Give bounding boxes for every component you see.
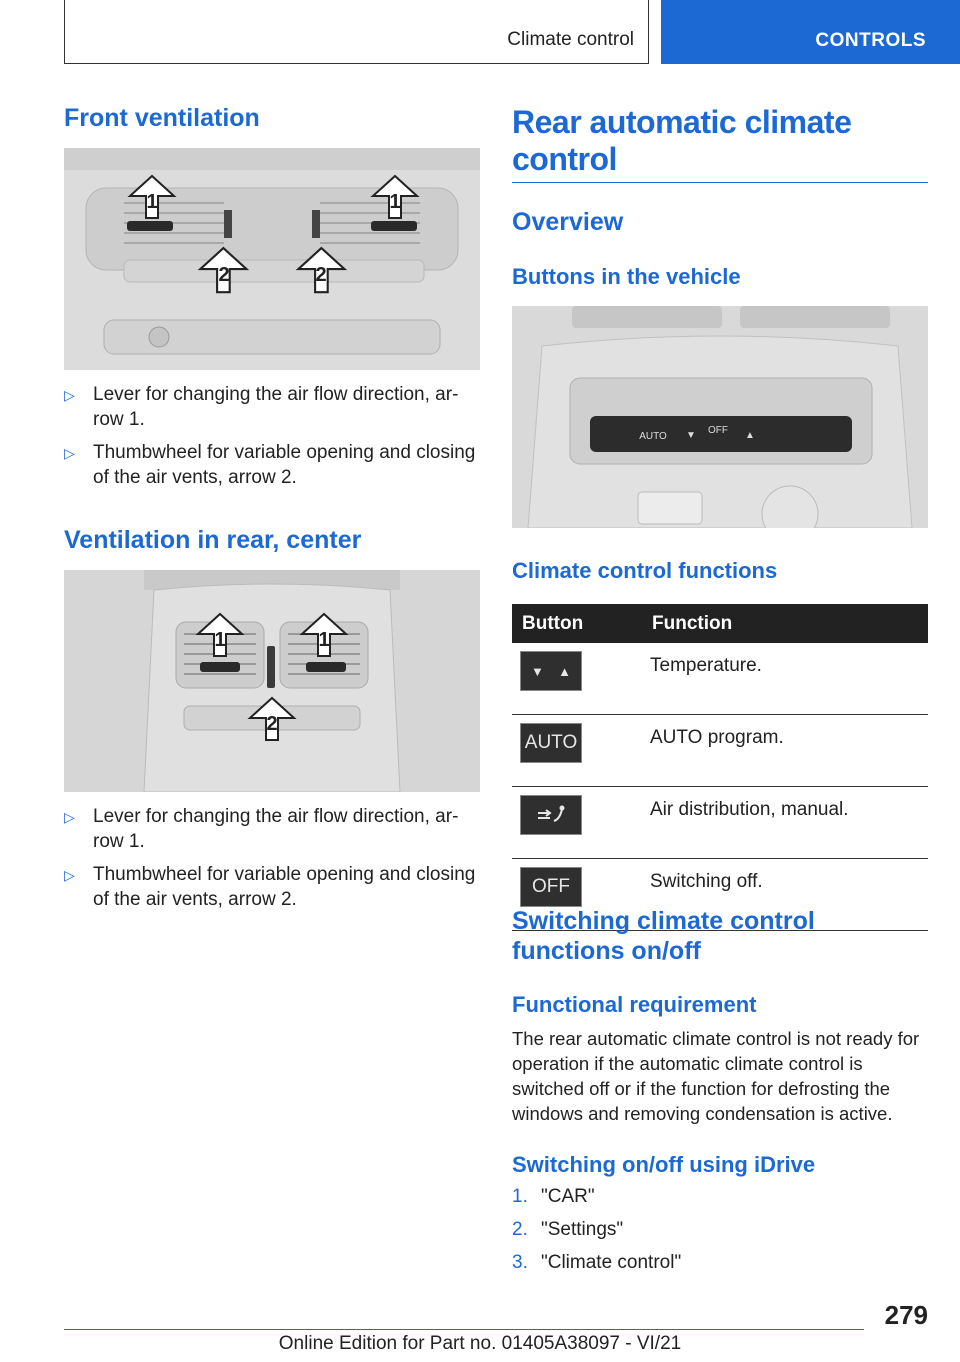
switching-heading: Switching climate control functions on/off	[512, 907, 815, 965]
header-tab[interactable]	[661, 0, 960, 64]
svg-text:▼: ▼	[686, 430, 696, 441]
list-item: ▷ Lever for changing the air flow direction, ar- row 1.	[64, 806, 459, 852]
list-item: 3. "Climate control"	[512, 1252, 682, 1273]
triangle-bullet-icon: ▷	[64, 445, 75, 461]
front-ventilation-list	[64, 382, 484, 498]
rear-arrow-label-1a: 1	[214, 629, 226, 651]
table-row	[512, 715, 928, 787]
auto-button-icon: AUTO	[520, 723, 582, 763]
title-divider	[512, 182, 928, 183]
list-item: ▷ Lever for changing the air flow direction, ar- row 1.	[64, 384, 459, 430]
table-cell-function: Temperature.	[642, 643, 928, 715]
front-ventilation-heading: Front ventilation	[64, 104, 260, 132]
buttons-heading: Buttons in the vehicle	[512, 264, 741, 289]
page-number: 279	[884, 1300, 928, 1330]
footer-text: Online Edition for Part no. 01405A38097 - VI/21	[278, 1333, 682, 1354]
header-tab-label: CONTROLS	[815, 30, 926, 51]
climate-functions-table	[512, 604, 928, 931]
table-row	[512, 787, 928, 859]
rear-arrow-label-2: 2	[266, 713, 278, 735]
table-cell-function: Switching off.	[642, 859, 928, 931]
idrive-heading: Switching on/off using iDrive	[512, 1152, 816, 1177]
functions-heading: Climate control functions	[512, 558, 778, 583]
triangle-bullet-icon: ▷	[64, 809, 75, 825]
header-section-title: Climate control	[507, 29, 634, 50]
off-button-icon: OFF	[520, 867, 582, 907]
front-arrow-label-1a: 1	[146, 191, 158, 213]
table-row	[512, 643, 928, 715]
section-title: Rear automatic climate control	[512, 104, 852, 177]
table-header-button: Button	[512, 604, 642, 643]
list-item: ▷ Thumbwheel for variable opening and closing of the air vents, arrow 2.	[64, 442, 476, 488]
air-distribution-icon	[520, 795, 582, 835]
rear-ventilation-photo	[64, 570, 480, 792]
footer-divider	[64, 1329, 864, 1330]
panel-off-label: OFF	[708, 425, 728, 436]
table-cell-function: Air distribution, manual.	[642, 787, 928, 859]
temperature-buttons-icon: ▼ ▲	[520, 651, 582, 691]
front-arrow-label-2b: 2	[315, 264, 327, 286]
header-section-box	[64, 0, 649, 64]
requirement-paragraph: The rear automatic climate control is not ready for operation if the automatic climate control is switched off or if the function for defrosting the windows and removing condensation is active.	[512, 1028, 920, 1124]
rear-arrow-label-1b: 1	[318, 629, 330, 651]
front-ventilation-photo	[64, 148, 480, 370]
front-arrow-label-1b: 1	[389, 191, 401, 213]
rear-climate-panel-photo	[512, 306, 928, 528]
table-header-row	[512, 604, 928, 643]
table-cell-function: AUTO program.	[642, 715, 928, 787]
panel-auto-label: AUTO	[639, 431, 667, 442]
functional-requirement-heading: Functional requirement	[512, 992, 757, 1017]
overview-heading: Overview	[512, 208, 624, 236]
table-header-function: Function	[642, 604, 928, 643]
triangle-bullet-icon: ▷	[64, 867, 75, 883]
svg-text:▲: ▲	[745, 430, 755, 441]
list-item: 1. "CAR"	[512, 1186, 595, 1207]
front-arrow-label-2a: 2	[218, 264, 230, 286]
triangle-bullet-icon: ▷	[64, 387, 75, 403]
rear-ventilation-heading: Ventilation in rear, center	[64, 526, 362, 554]
rear-ventilation-list	[64, 804, 484, 920]
list-item: 2. "Settings"	[512, 1219, 624, 1240]
list-item: ▷ Thumbwheel for variable opening and closing of the air vents, arrow 2.	[64, 864, 476, 910]
idrive-steps	[512, 1186, 681, 1285]
